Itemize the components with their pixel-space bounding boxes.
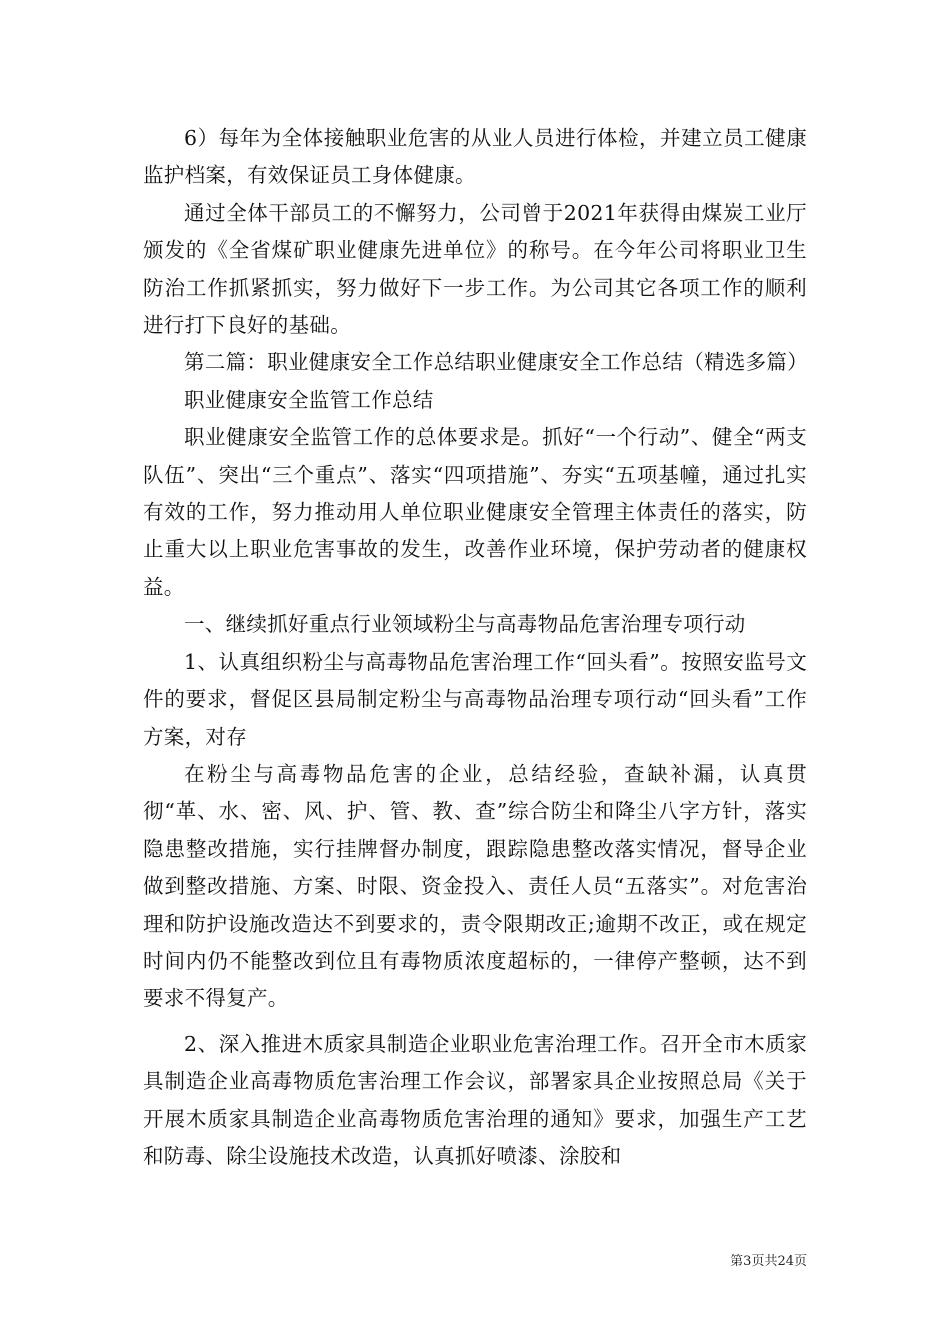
paragraph-gap — [143, 1018, 807, 1026]
paragraph-health-checkup: 6）每年为全体接触职业危害的从业人员进行体检，并建立员工健康监护档案，有效保证员工身体健康。 — [143, 126, 807, 188]
paragraph-overall-requirements: 职业健康安全监管工作的总体要求是。抓好“一个行动”、健全“两支队伍”、突出“三个重点”、落实“四项措施”、夯实“五项基幢，通过扎实有效的工作，努力推动用人单位职业健康安全管理主体责任的落实，防止重大以上职业危害事故的发生，改善作业环境，保护劳动者的健康权益。 — [143, 425, 807, 599]
section-title-part-two: 第二篇：职业健康安全工作总结职业健康安全工作总结（精选多篇） — [184, 350, 808, 375]
paragraph-furniture-industry: 2、深入推进木质家具制造企业职业危害治理工作。召开全市木质家具制造企业高毒物质危害治理工作会议，部署家具企业按照总局《关于开展木质家具制造企业高毒物质危害治理的通知》要求，加强生产工艺和防毒、除尘设施技术改造，认真抓好喷漆、涂胶和 — [143, 1031, 807, 1168]
paragraph-dust-toxic-control: 在粉尘与高毒物品危害的企业，总结经验，查缺补漏，认真贯彻“革、水、密、风、护、管、教、查”综合防尘和降尘八字方针，落实隐患整改措施，实行挂牌督办制度，跟踪隐患整改落实情况，督导企业做到整改措施、方案、时限、资金投入、责任人员“五落实”。对危害治理和防护设施改造达不到要求的，责令限期改正;逾期不改正，或在规定时间内仍不能整改到位且有毒物质浓度超标的，一律停产整顿，达不到要求不得复产。 — [143, 761, 807, 1011]
subsection-title-supervision-summary: 职业健康安全监管工作总结 — [184, 387, 434, 412]
paragraph-company-honor: 通过全体干部员工的不懈努力，公司曾于2021年获得由煤炭工业厅颁发的《全省煤矿职业健康先进单位》的称号。在今年公司将职业卫生防治工作抓紧抓实，努力做好下一步工作。为公司其它各项工作的顺利进行打下良好的基础。 — [143, 200, 807, 338]
document-body — [143, 120, 807, 1175]
paragraph-review-work: 1、认真组织粉尘与高毒物品危害治理工作“回头看”。按照安监号文件的要求，督促区县局制定粉尘与高毒物品治理专项行动“回头看”工作方案，对存 — [143, 649, 807, 749]
heading-item-one: 一、继续抓好重点行业领域粉尘与高毒物品危害治理专项行动 — [184, 612, 746, 637]
page-number-footer: 第3页共24页 — [730, 1254, 807, 1269]
